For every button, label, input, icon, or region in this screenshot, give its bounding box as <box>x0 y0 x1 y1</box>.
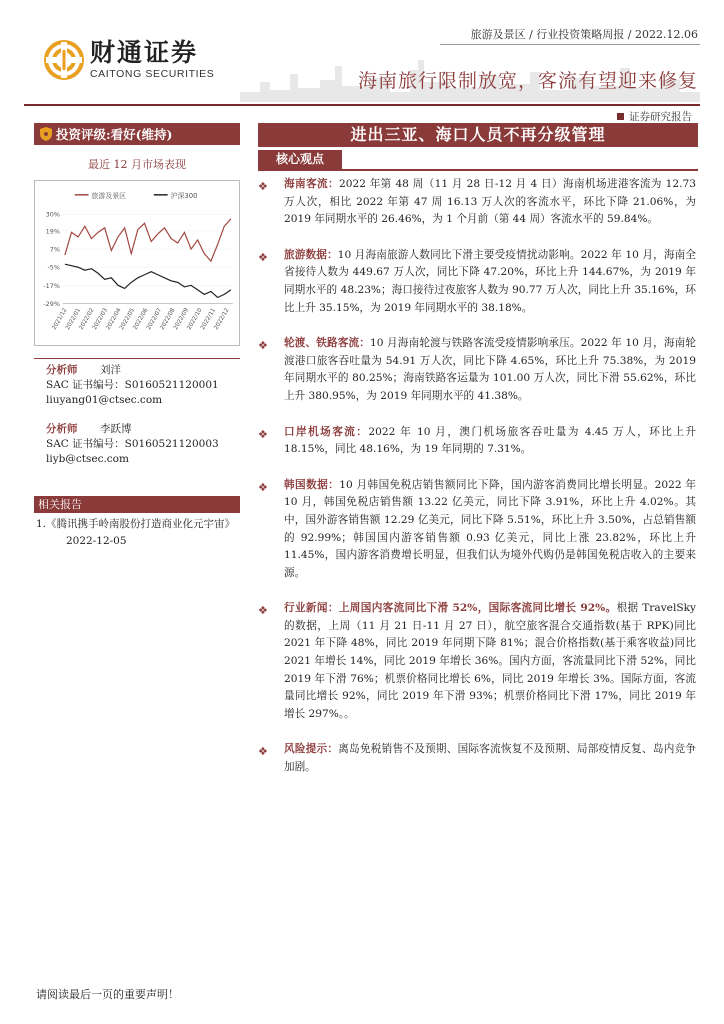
diamond-bullet-icon: ❖ <box>258 427 268 441</box>
point-body: 离岛免税销售不及预期、国际客流恢复不及预期、局部疫情反复、岛内竞争加剧。 <box>284 743 697 774</box>
analyst-email[interactable]: liuyang01@ctsec.com <box>46 394 163 406</box>
diamond-bullet-icon: ❖ <box>258 339 268 353</box>
point-ferry-rail <box>256 335 696 405</box>
point-risk <box>256 741 696 776</box>
diamond-bullet-icon: ❖ <box>258 250 268 264</box>
x-tick-label: 2022/08 <box>159 307 177 332</box>
point-body: 10 月海南轮渡与铁路客流受疫情影响承压。2022 年 10 月，海南轮渡港口旅客吞吐量为 54.91 万人次，同比下降 4.65%，环比上升 75.38%，为 2019 年同期水平的 80.25%；海南铁路客运量为 101.00 万人次，同比下滑 55.62%，环比上升 380.95%，为 2019 年同期水平的 41.38%。 <box>284 337 697 402</box>
analyst-email[interactable]: liyb@ctsec.com <box>46 453 129 465</box>
point-lead: 行业新闻： <box>284 602 339 615</box>
diamond-bullet-icon: ❖ <box>258 604 268 618</box>
related-reports-list <box>36 516 242 550</box>
point-lead: 海南客流： <box>284 178 339 190</box>
related-report-item[interactable] <box>36 516 242 550</box>
related-reports-heading: 相关报告 <box>34 496 240 513</box>
y-tick-label: -29% <box>43 299 60 308</box>
point-industry-news <box>256 600 696 723</box>
point-lead: 轮渡、铁路客流： <box>284 337 371 350</box>
core-divider <box>258 169 698 171</box>
x-tick-label: 2022/12 <box>213 307 231 332</box>
performance-title: 最近 12 月市场表现 <box>88 158 186 171</box>
investment-rating <box>34 123 240 145</box>
point-body: 10 月海南旅游人数同比下滑主要受疫情扰动影响。2022 年 10 月，海南全省接待人数为 449.67 万人次，同比下降 47.20%，环比上升 144.67%，为 2019 年同期水平的 48.23%；海口接待过夜旅客人数为 90.77 万人次，同比上升 35.16%，环比上升 35.15%，为 2019 年同期水平的 38.18%。 <box>284 248 697 314</box>
y-tick-label: 7% <box>49 245 60 254</box>
point-lead: 旅游数据： <box>284 248 338 261</box>
analyst-block <box>34 358 240 477</box>
report-title: 海南旅行限制放宽，客流有望迎来修复 <box>357 70 698 92</box>
point-korea-data <box>256 477 696 583</box>
market-performance-chart <box>34 180 240 346</box>
section-banner: 进出三亚、海口人员不再分级管理 <box>258 123 698 147</box>
point-hainan-traffic <box>256 176 696 229</box>
legend-label: 旅游及景区 <box>91 191 127 200</box>
x-tick-label: 2022/07 <box>146 307 164 332</box>
point-tourism-data <box>256 247 696 317</box>
x-tick-label: 2022/04 <box>105 307 123 332</box>
diamond-bullet-icon: ❖ <box>258 180 268 193</box>
performance-chart-svg <box>35 181 239 345</box>
x-tick-label: 2022/01 <box>65 307 83 332</box>
brand-logo <box>44 40 214 80</box>
shield-icon <box>40 127 52 141</box>
report-meta: 旅游及景区 / 行业投资策略周报 / 2022.12.06 <box>470 28 698 41</box>
x-tick-label: 2022/10 <box>186 307 204 332</box>
analyst-sac: SAC 证书编号：S0160521120001 <box>46 379 219 391</box>
analyst-sac: SAC 证书编号：S0160521120003 <box>46 438 219 450</box>
legend-label: 沪深300 <box>170 191 198 200</box>
series-line <box>65 264 231 297</box>
rating-label: 投资评级:看好(维持) <box>56 127 173 142</box>
x-tick-label: 2022/06 <box>132 307 150 332</box>
header-divider <box>24 104 700 106</box>
y-tick-label: 30% <box>45 210 60 219</box>
analyst-name: 李跃博 <box>100 423 132 435</box>
caitong-logo-icon <box>44 40 84 80</box>
point-port-airport <box>256 424 696 459</box>
point-body: 根据 TravelSky 的数据，上周（11 月 21 日-11 月 27 日），航空旅客混合交通指数(基于 RPK)同比 2021 年下降 48%，同比 2019 年同期下降 81%；混合价格指数(基于乘客收益)同比 2021 年增长 14%，同比 2019 年增长 36%。国内方面，客流量同比下滑 52%，同比 2019 年下滑 76%；机票价格同比增长 6%，同比 2019 年增长 3%。国际方面，客流量同比增长 92%，同比 2019 年下滑 93%；机票价格同比下滑 17%，同比 2019 年增长 297%。。 <box>284 602 696 720</box>
related-report-date: 2022-12-05 <box>66 535 127 547</box>
core-points <box>256 176 696 795</box>
series-line <box>65 219 231 261</box>
point-lead: 韩国数据： <box>284 478 340 491</box>
point-highlight: 上周国内客流同比下滑 52%，国际客流同比增长 92%。 <box>338 602 617 615</box>
y-tick-label: -5% <box>47 263 60 272</box>
y-tick-label: 19% <box>45 227 60 236</box>
analyst-2 <box>34 418 240 477</box>
analyst-name: 刘洋 <box>100 364 121 376</box>
point-lead: 口岸机场客流： <box>284 425 369 438</box>
report-type <box>617 109 692 124</box>
report-type-label: 证券研究报告 <box>629 111 692 123</box>
x-tick-label: 2022/03 <box>92 307 110 332</box>
brand-name-en: CAITONG SECURITIES <box>90 68 215 80</box>
point-body: 10 月韩国免税店销售额同比下降，国内游客消费同比增长明显。2022 年 10 月，韩国免税店销售额 13.22 亿美元，同比下降 3.91%，环比上升 4.02%。其中，国外游客销售额 12.29 亿美元，同比下降 5.51%，环比上升 3.50%，占总销售额的 92.99%；韩国国内游客销售额 0.93 亿美元，同比上涨 23.82%，环比上升 11.45%，国内游客消费增长明显，但我们认为境外代购仍是韩国免税店收入的主要来源。 <box>284 478 696 579</box>
top-divider <box>440 44 700 45</box>
brand-name-cn: 财通证券 <box>90 38 199 67</box>
analyst-role: 分析师 <box>46 423 78 435</box>
x-tick-label: 2022/09 <box>173 307 191 332</box>
x-tick-label: 2021/12 <box>51 307 69 332</box>
diamond-bullet-icon: ❖ <box>258 480 268 494</box>
footer-disclaimer: 请阅读最后一页的重要声明！ <box>36 988 179 1001</box>
x-tick-label: 2022/11 <box>200 307 218 332</box>
diamond-bullet-icon: ❖ <box>258 745 268 759</box>
point-lead: 风险提示： <box>284 743 339 756</box>
y-tick-label: -17% <box>43 281 60 290</box>
analyst-1 <box>34 359 240 418</box>
x-tick-label: 2022/05 <box>119 307 137 332</box>
square-bullet-icon <box>617 113 624 120</box>
point-body: 2022 年第 48 周（11 月 28 日-12 月 4 日）海南机场进港客流为 12.73 万人次，相比 2022 年第 47 周 16.13 万人次的客流水平，环比下降 21.06%，为 2019 年同期水平的 26.46%，为 1 个月前（第 44 周）客流水平的 59.84%。 <box>284 178 697 226</box>
point-body: 2022 年 10 月，澳门机场旅客吞吐量为 4.45 万人，环比上升 18.15%，同比 48.16%，为 19 年同期的 7.31%。 <box>284 425 696 456</box>
x-tick-label: 2022/02 <box>78 307 96 332</box>
analyst-role: 分析师 <box>46 364 78 376</box>
core-views-label: 核心观点 <box>258 150 342 169</box>
related-report-title: 1.《腾讯携手岭南股份打造商业化元宇宙》 <box>36 518 236 530</box>
